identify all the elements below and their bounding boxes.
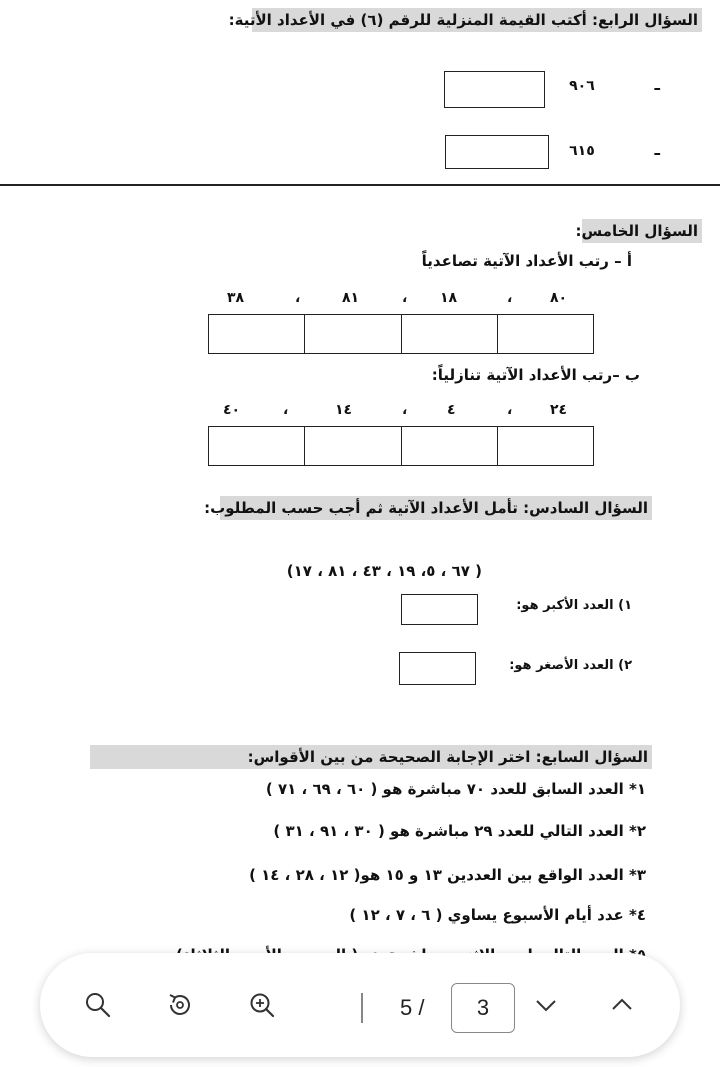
- chevron-up-icon: [609, 992, 635, 1018]
- answer-cell[interactable]: [304, 427, 400, 465]
- q5-part-a-label: أ – رتب الأعداد الآتية تصاعدياً: [421, 252, 632, 270]
- q4-answer-box-2[interactable]: [445, 135, 549, 169]
- q4-answer-box-1[interactable]: [444, 71, 545, 108]
- q5-part-b-numbers: [215, 402, 595, 422]
- answer-cell[interactable]: [497, 315, 593, 353]
- next-page-button[interactable]: [524, 953, 568, 1057]
- previous-page-button[interactable]: [600, 953, 644, 1057]
- search-icon: [84, 991, 112, 1019]
- number: ١٤: [335, 402, 353, 418]
- separator: ،: [283, 402, 289, 418]
- q4-title: السؤال الرابع: أكتب القيمة المنزلية للرقم (٦) في الأعداد الأتية:: [252, 8, 702, 32]
- answer-cell[interactable]: [401, 427, 497, 465]
- chevron-down-icon: [533, 992, 559, 1018]
- answer-cell[interactable]: [304, 315, 400, 353]
- separator: ،: [295, 290, 301, 306]
- rotate-button[interactable]: [158, 953, 202, 1057]
- separator: ،: [402, 402, 408, 418]
- pdf-viewer-toolbar: [40, 953, 680, 1057]
- q4-item-2: [569, 140, 660, 159]
- number: ٨١: [342, 290, 360, 306]
- number: ٢٤: [550, 402, 568, 418]
- q7-item: ١* العدد السابق للعدد ٧٠ مباشرة هو ( ٦٠ ، ٦٩ ، ٧١ ): [265, 780, 646, 798]
- q6-number-set: ( ٦٧ ، ٥، ١٩ ، ٤٣ ، ٨١ ، ١٧): [286, 562, 482, 580]
- q6-title: السؤال السادس: تأمل الأعداد الآتية ثم أجب حسب المطلوب:: [220, 496, 652, 520]
- page-total: 5 /: [400, 995, 425, 1020]
- q5-title: السؤال الخامس:: [582, 219, 702, 243]
- zoom-in-button[interactable]: [240, 953, 284, 1057]
- q7-title: السؤال السابع: اختر الإجابة الصحيحة من بين الأقواس:: [90, 745, 652, 769]
- separator: ،: [402, 290, 408, 306]
- q6-smallest-label: ٢) العدد الأصغر هو:: [509, 658, 632, 673]
- search-button[interactable]: [76, 953, 120, 1057]
- q4-item-1: [569, 75, 660, 94]
- q4-dash: ـ: [654, 140, 660, 159]
- separator: ،: [507, 290, 513, 306]
- separator: ،: [507, 402, 513, 418]
- q5-part-a-answer-grid: [208, 314, 594, 354]
- q4-dash: ـ: [654, 75, 660, 94]
- q7-item: ٢* العدد التالي للعدد ٢٩ مباشرة هو ( ٣٠ ، ٩١ ، ٣١ ): [273, 822, 646, 840]
- answer-cell[interactable]: [497, 427, 593, 465]
- q6-smallest-answer-box[interactable]: [399, 652, 476, 685]
- section-divider: [0, 184, 720, 186]
- q4-item-1-value: ٩٠٦: [569, 78, 595, 94]
- number: ٤: [447, 402, 456, 418]
- current-page-input[interactable]: 3: [451, 983, 515, 1033]
- q7-item: ٤* عدد أيام الأسبوع يساوي ( ٦ ، ٧ ، ١٢ ): [349, 906, 646, 924]
- q5-part-b-label: ب –رتب الأعداد الآتية تنازلياً:: [431, 366, 640, 384]
- q7-item: ٣* العدد الواقع بين العددين ١٣ و ١٥ هو( ١٢ ، ٢٨ ، ١٤ ): [249, 866, 646, 884]
- q6-largest-label: ١) العدد الأكبر هو:: [516, 598, 632, 613]
- answer-cell[interactable]: [401, 315, 497, 353]
- zoom-in-icon: [248, 991, 276, 1019]
- number: ٨٠: [550, 290, 568, 306]
- number: ٤٠: [223, 402, 241, 418]
- answer-cell[interactable]: [209, 315, 304, 353]
- rotate-icon: [165, 990, 195, 1020]
- number: ١٨: [440, 290, 458, 306]
- answer-cell[interactable]: [209, 427, 304, 465]
- q5-part-b-answer-grid: [208, 426, 594, 466]
- q5-part-a-numbers: [215, 290, 595, 310]
- number: ٣٨: [227, 290, 245, 306]
- toolbar-divider: [361, 993, 363, 1023]
- q6-largest-answer-box[interactable]: [401, 594, 478, 625]
- q4-item-2-value: ٦١٥: [569, 143, 595, 159]
